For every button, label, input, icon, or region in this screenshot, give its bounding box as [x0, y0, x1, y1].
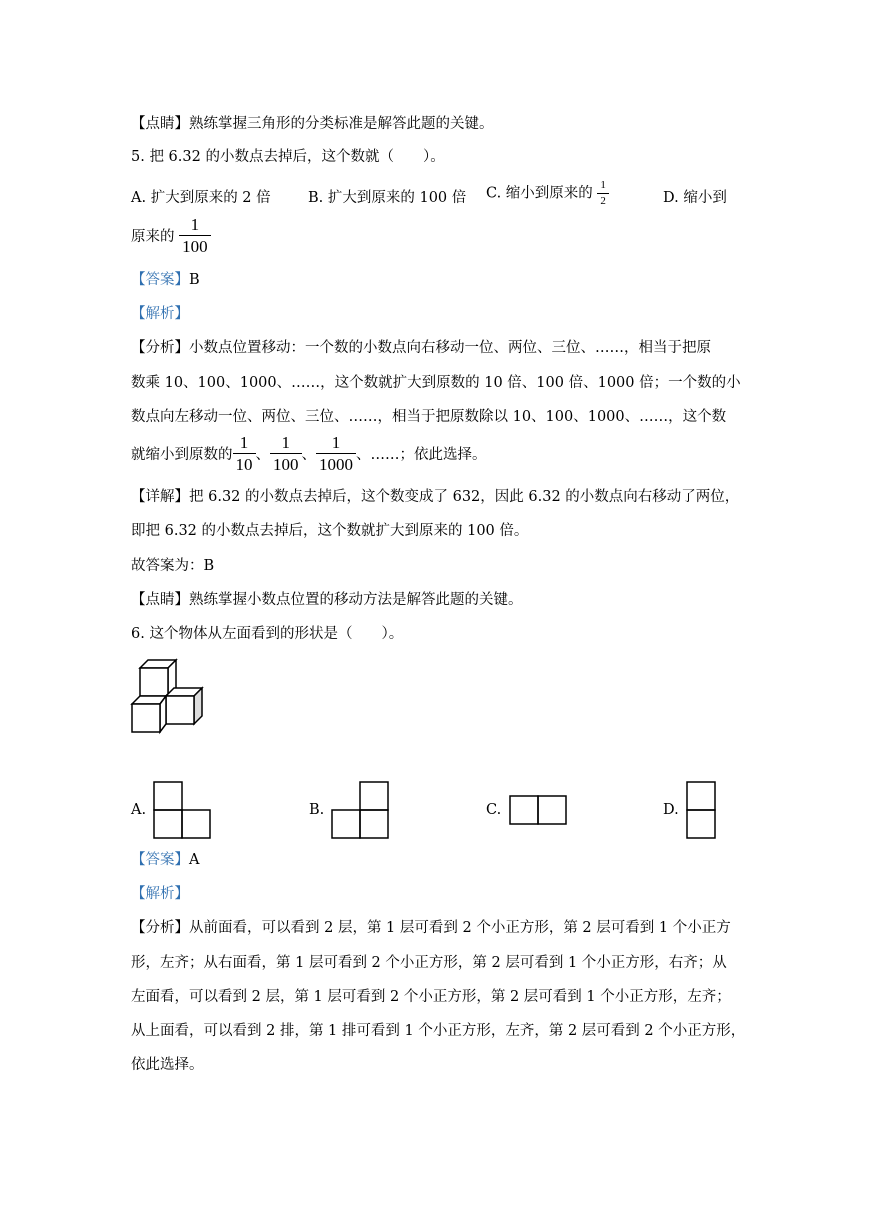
q5-final-answer: 故答案为：B [131, 558, 215, 574]
q5-option-b: B. 扩大到原来的 100 倍 [308, 190, 467, 206]
left-cube-front-face [132, 704, 160, 732]
q6-fenxi-line-3: 左面看，可以看到 2 层，第 1 层可看到 2 个小正方形，第 2 层可看到 1 个小正方形，左齐； [131, 989, 731, 1005]
q6-fenxi-line-4: 从上面看，可以看到 2 排，第 1 排可看到 1 个小正方形，左齐，第 2 层可看到 2 个小正方形， [131, 1023, 746, 1039]
answer-value: A [189, 852, 200, 868]
q5-dianjing: 【点睛】熟练掌握小数点位置的移动方法是解答此题的关键。 [131, 592, 523, 608]
fraction-numerator: 1 [316, 434, 356, 454]
fraction-denominator: 100 [182, 237, 208, 256]
answer-label: 【答案】 [131, 852, 189, 868]
top-cube-front-face [140, 668, 168, 696]
q6-option-d-label: D. [663, 802, 679, 818]
q5-option-c-fraction [597, 180, 609, 207]
fenxi-line-4-prefix: 就缩小到原数的 [131, 447, 233, 463]
q5-option-d-text: 原来的 [131, 229, 175, 245]
fraction-numerator: 1 [270, 434, 302, 454]
q5-xiangjie-line-1: 【详解】把 6.32 的小数点去掉后，这个数变成了 632，因此 6.32 的小数点向右移动了两位， [131, 489, 740, 505]
q5-answer [131, 270, 200, 290]
previous-dianjing: 【点睛】熟练掌握三角形的分类标准是解答此题的关键。 [131, 116, 494, 132]
q6-fenxi-line-1: 【分析】从前面看，可以看到 2 层，第 1 层可看到 2 个小正方形，第 2 层可看到 1 个小正方 [131, 920, 731, 936]
fraction-one-tenth [233, 434, 256, 473]
q5-fenxi-line-4 [131, 434, 487, 473]
q6-option-d-figure [685, 780, 719, 840]
q5-option-c [486, 180, 609, 207]
q5-fenxi-line-2: 数乘 10、100、1000、……，这个数就扩大到原数的 10 倍、100 倍、1000 倍；一个数的小 [131, 375, 741, 391]
fraction-one-thousandth [316, 434, 356, 473]
right-cube-front-face [166, 696, 194, 724]
fraction-numerator: 1 [179, 216, 211, 236]
q6-option-a-label: A. [131, 802, 147, 818]
answer-label: 【答案】 [131, 272, 189, 288]
q5-stem: 5. 把 6.32 的小数点去掉后，这个数就（ ）。 [131, 149, 445, 165]
q5-xiangjie-line-2: 即把 6.32 的小数点去掉后，这个数就扩大到原来的 100 倍。 [131, 523, 529, 539]
q6-jiexi-heading: 【解析】 [131, 886, 189, 902]
answer-value: B [189, 272, 200, 288]
fraction-denominator: 10 [235, 455, 253, 474]
q6-option-c-label: C. [486, 802, 502, 818]
fraction-numerator: 1 [233, 434, 256, 454]
fraction-denominator: 2 [600, 195, 606, 207]
q5-option-d-continued [131, 216, 211, 255]
q5-fenxi-line-1: 【分析】小数点位置移动：一个数的小数点向右移动一位、两位、三位、……，相当于把原 [131, 340, 711, 356]
q5-option-d: D. 缩小到 [663, 190, 727, 206]
q6-option-a-figure [152, 780, 214, 840]
q6-answer [131, 850, 199, 870]
q5-option-a: A. 扩大到原来的 2 倍 [131, 190, 271, 206]
q6-option-b-label: B. [309, 802, 325, 818]
fraction-one-hundredth [270, 434, 302, 473]
q6-option-c-figure [508, 794, 570, 828]
q5-jiexi-heading: 【解析】 [131, 306, 189, 322]
q6-fenxi-line-5: 依此选择。 [131, 1057, 204, 1073]
q6-stem: 6. 这个物体从左面看到的形状是（ ）。 [131, 626, 404, 642]
separator: 、 [255, 447, 270, 463]
q5-fenxi-line-3: 数点向左移动一位、两位、三位、……，相当于把原数除以 10、100、1000、……，这个数 [131, 409, 727, 425]
fraction-denominator: 100 [273, 455, 299, 474]
separator: 、 [301, 447, 316, 463]
q5-option-d-fraction [179, 216, 211, 255]
q6-option-b-figure [330, 780, 392, 840]
q6-fenxi-line-2: 形，左齐；从右面看，第 1 层可看到 2 个小正方形，第 2 层可看到 1 个小正方形，右齐；从 [131, 955, 727, 971]
fraction-numerator: 1 [597, 180, 609, 194]
fraction-denominator: 1000 [319, 455, 353, 474]
q5-option-c-text: C. 缩小到原来的 [486, 185, 593, 202]
cube-stack-figure [128, 658, 208, 736]
fenxi-line-4-suffix: 、……；依此选择。 [356, 447, 487, 463]
